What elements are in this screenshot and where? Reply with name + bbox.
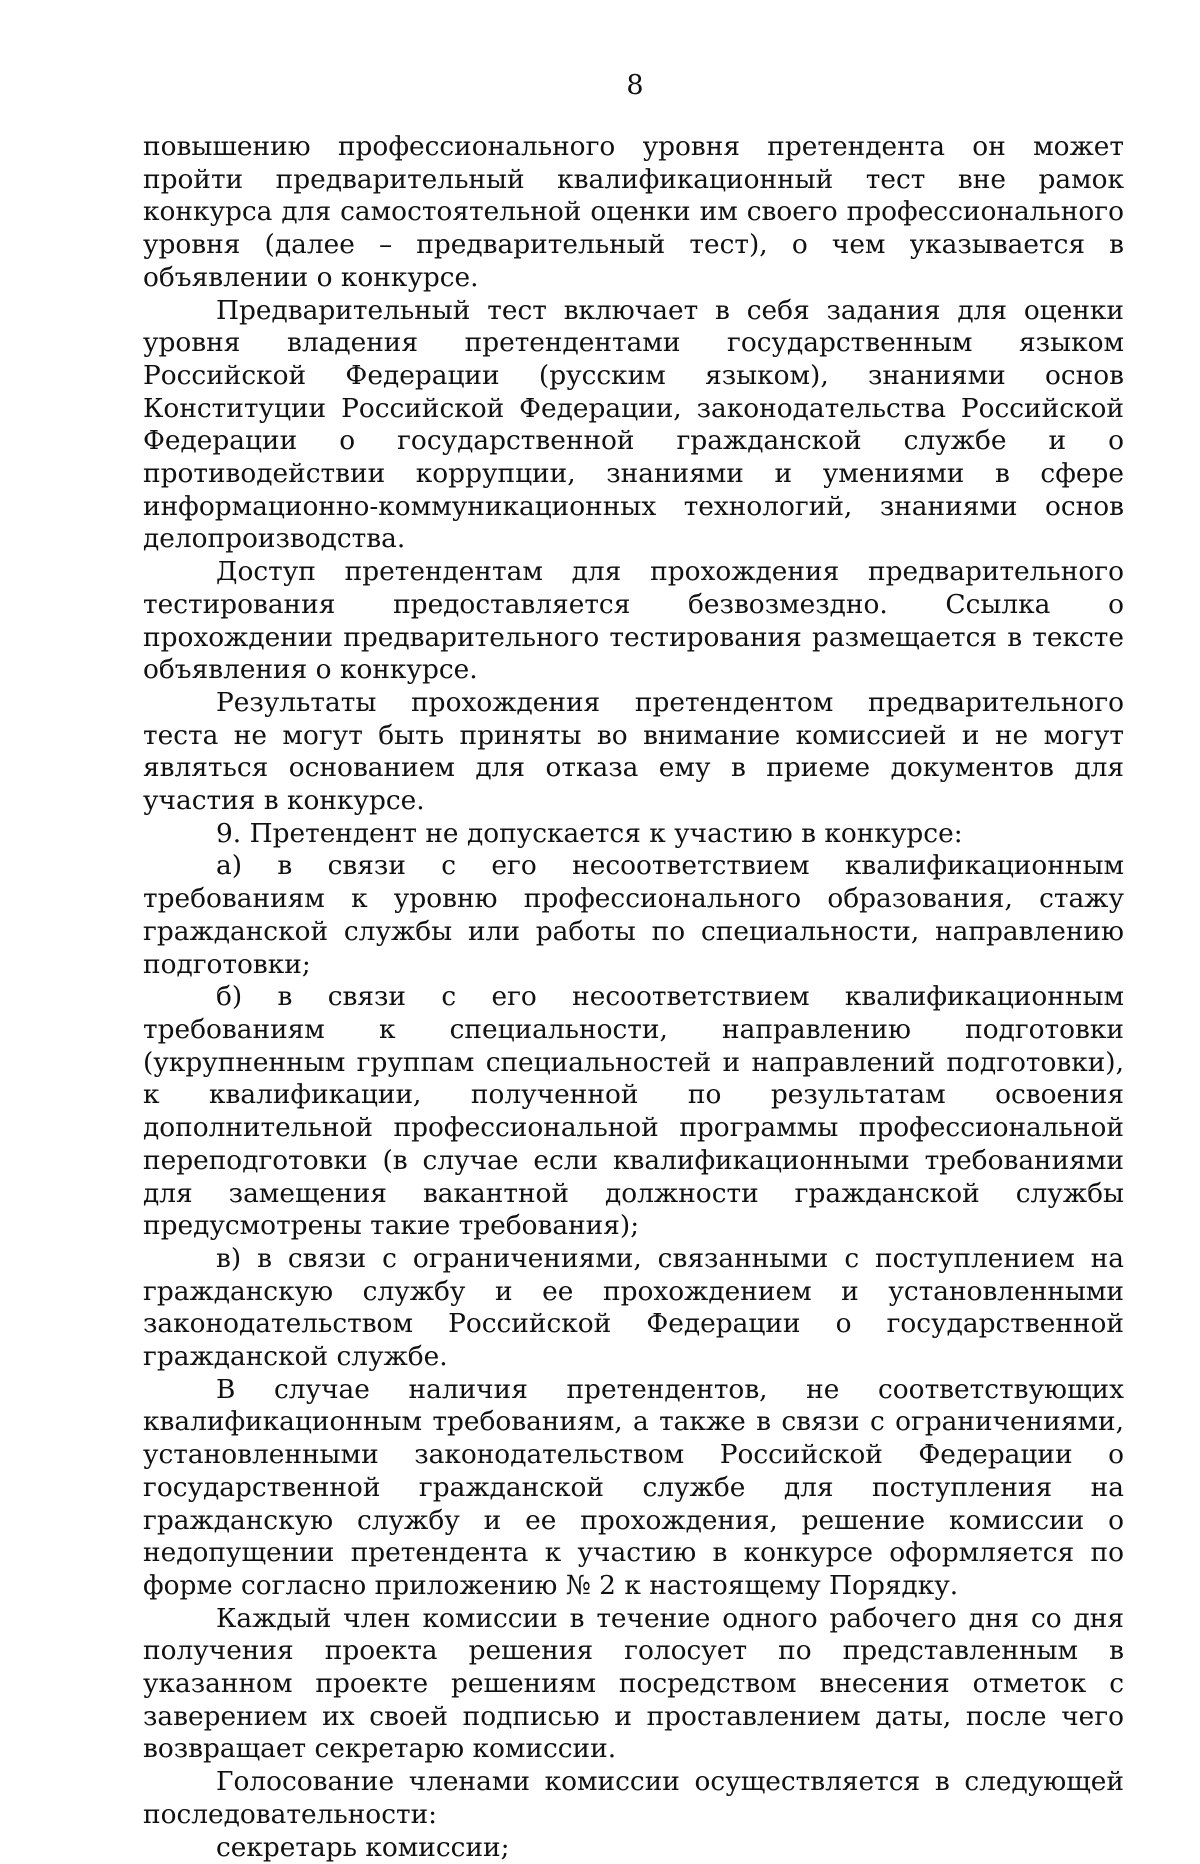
paragraph-non-admission: В случае наличия претендентов, не соответствующих квалификационным требованиям, а также в связи с ограничениями, установленными законодательством Российской Федерации о государственной гражданской службе для поступления на гражданскую службу и ее прохождения, решение комиссии о недопущении претендента к участию в конкурсе оформляется по форме согласно приложению № 2 к настоящему Порядку. (143, 1373, 1124, 1601)
page-number: 8 (626, 70, 644, 101)
paragraph-test-access: Доступ претендентам для прохождения предварительного тестирования предоставляется безвозмездно. Ссылка о прохождении предварительного тестирования размещается в тексте объявления о конкурсе. (143, 556, 1124, 686)
paragraph-item-b: б) в связи с его несоответствием квалификационным требованиям к специальности, направлению подготовки (укрупненным группам специальностей и направлений подготовки), к квалификации, полученной по результатам освоения дополнительной профессиональной программы профессиональной переподготовки (в случае если квалификационными требованиями для замещения вакантной должности гражданской службы предусмотрены такие требования); (143, 981, 1124, 1242)
document-body (143, 131, 1124, 1864)
paragraph-test-intro: повышению профессионального уровня претендента он может пройти предварительный квалификационный тест вне рамок конкурса для самостоятельной оценки им своего профессионального уровня (далее – предварительный тест), о чем указывается в объявлении о конкурсе. (143, 131, 1124, 293)
paragraph-test-results: Результаты прохождения претендентом предварительного теста не могут быть приняты во внимание комиссией и не могут являться основанием для отказа ему в приеме документов для участия в конкурсе. (143, 686, 1124, 817)
paragraph-voting: Каждый член комиссии в течение одного рабочего дня со дня получения проекта решения голосует по представленным в указанном проекте решениям посредством внесения отметок с заверением их своей подписью и проставлением даты, после чего возвращает секретарю комиссии. (143, 1602, 1124, 1765)
paragraph-voting-order: Голосование членами комиссии осуществляется в следующей последовательности: (143, 1766, 1124, 1830)
paragraph-test-content: Предварительный тест включает в себя задания для оценки уровня владения претендентами государственным языком Российской Федерации (русским языком), знаниями основ Конституции Российской Федерации, законодательства Российской Федерации о государственной гражданской службе и о противодействии коррупции, знаниями и умениями в сфере информационно-коммуникационных технологий, знаниями основ делопроизводства. (143, 294, 1124, 555)
paragraph-secretary: секретарь комиссии; (216, 1831, 510, 1863)
paragraph-item-a: а) в связи с его несоответствием квалификационным требованиям к уровню профессионального образования, стажу гражданской службы или работы по специальности, направлению подготовки; (143, 850, 1124, 980)
paragraph-clause-9: 9. Претендент не допускается к участию в конкурсе: (216, 817, 963, 849)
paragraph-item-v: в) в связи с ограничениями, связанными с поступлением на гражданскую службу и ее прохождением и установленными законодательством Российской Федерации о государственной гражданской службе. (143, 1242, 1124, 1373)
